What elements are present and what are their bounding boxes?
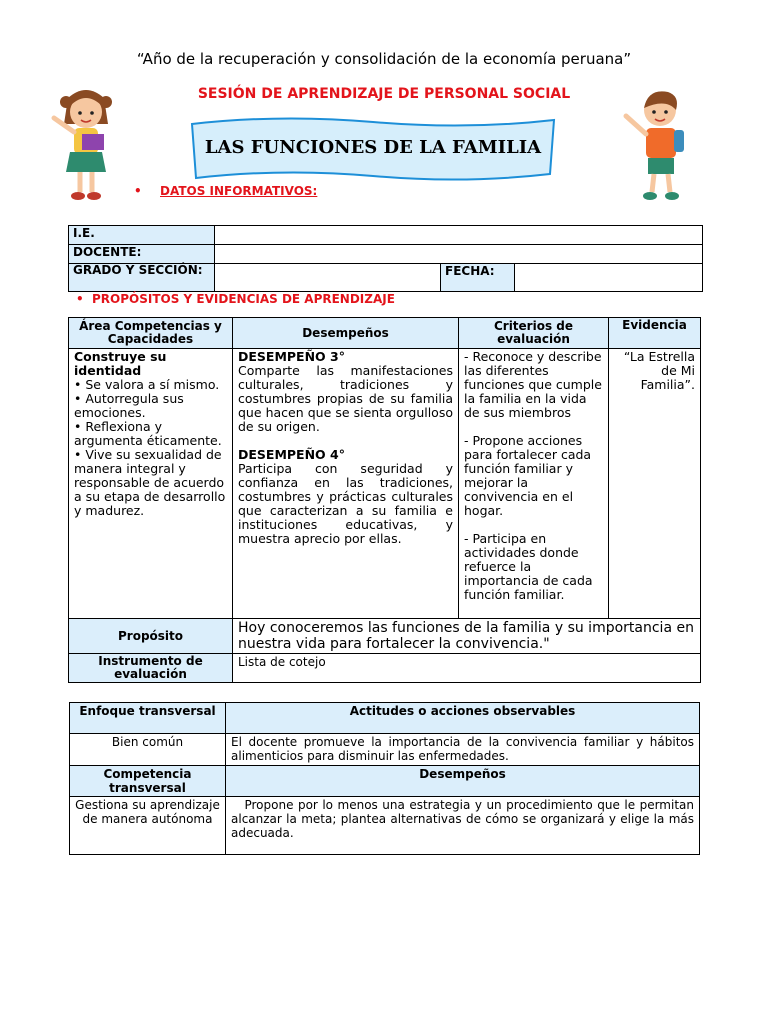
ie-value[interactable] bbox=[215, 226, 703, 245]
boy-illustration bbox=[618, 84, 694, 204]
desempeno3-text: Comparte las manifestaciones culturales, tradiciones y costumbres propias de su familia que hacen que se sienta orgulloso de su origen. bbox=[238, 363, 453, 434]
year-line: “Año de la recuperación y consolidación de la economía peruana” bbox=[136, 50, 632, 68]
proposito-label: Propósito bbox=[69, 619, 233, 654]
criterios-cell bbox=[459, 349, 609, 619]
capacidad-item: • Vive su sexualidad de manera integral y responsable de acuerdo a su etapa de desarrollo y madurez. bbox=[74, 447, 226, 518]
section-title: DATOS INFORMATIVOS: bbox=[160, 184, 318, 198]
enfoque-header: Enfoque transversal bbox=[70, 703, 226, 734]
capacidad-item: • Reflexiona y argumenta éticamente. bbox=[74, 419, 222, 448]
competencies-table bbox=[68, 317, 701, 683]
fecha-value[interactable] bbox=[515, 264, 703, 292]
desempeno3-title: DESEMPEÑO 3° bbox=[238, 349, 345, 364]
instrumento-text: Lista de cotejo bbox=[233, 654, 701, 683]
section-propositos bbox=[76, 292, 395, 306]
enfoque-value: Bien común bbox=[70, 734, 226, 766]
capacidad-item: • Se valora a sí mismo. bbox=[74, 377, 220, 392]
docente-label: DOCENTE: bbox=[69, 245, 215, 264]
desempenos-header: Desempeños bbox=[226, 766, 700, 797]
info-table bbox=[68, 225, 703, 292]
section-title: PROPÓSITOS Y EVIDENCIAS DE APRENDIZAJE bbox=[92, 292, 395, 306]
proposito-text: Hoy conoceremos las funciones de la familia y su importancia en nuestra vida para fortalecer la convivencia." bbox=[233, 619, 701, 654]
desempenos-cell bbox=[233, 349, 459, 619]
bullet-dot: • bbox=[134, 184, 142, 198]
fecha-label: FECHA: bbox=[441, 264, 515, 292]
header-criterios: Criterios de evaluación bbox=[459, 318, 609, 349]
competencia-title: Construye su identidad bbox=[74, 349, 167, 378]
desempenos-value: Propone por lo menos una estrategia y un procedimiento que le permitan alcanzar la meta; plantea alternativas de cómo se organizará y elige la más adecuada. bbox=[226, 797, 700, 855]
banner-title: LAS FUNCIONES DE LA FAMILIA bbox=[204, 137, 542, 158]
session-title: SESIÓN DE APRENDIZAJE DE PERSONAL SOCIAL bbox=[197, 86, 571, 102]
header-desempenos: Desempeños bbox=[233, 318, 459, 349]
grado-value[interactable] bbox=[215, 264, 441, 292]
bullet-dot: • bbox=[76, 292, 84, 306]
evidencia-cell bbox=[609, 349, 701, 619]
grado-label: GRADO Y SECCIÓN: bbox=[69, 264, 215, 292]
desempeno4-text: Participa con seguridad y confianza en las tradiciones, costumbres y prácticas culturales que caracterizan a su familia e instituciones educativas, y muestra aprecio por ellas. bbox=[238, 461, 453, 546]
header-evidencia: Evidencia bbox=[609, 318, 701, 349]
actitudes-value: El docente promueve la importancia de la convivencia familiar y hábitos alimenticios para disminuir las enfermedades. bbox=[226, 734, 700, 766]
transversal-table bbox=[69, 702, 700, 855]
header-area: Área Competencias y Capacidades bbox=[69, 318, 233, 349]
actitudes-header: Actitudes o acciones observables bbox=[226, 703, 700, 734]
capacidad-item: • Autorregula sus emociones. bbox=[74, 391, 184, 420]
girl-illustration bbox=[46, 84, 126, 204]
criterio-item: - Participa en actividades donde refuerce la importancia de cada función familiar. bbox=[464, 531, 593, 602]
competencia-header: Competencia transversal bbox=[70, 766, 226, 797]
ie-label: I.E. bbox=[69, 226, 215, 245]
criterio-item: - Reconoce y describe las diferentes funciones que cumple la familia en la vida de sus miembros bbox=[464, 349, 602, 420]
docente-value[interactable] bbox=[215, 245, 703, 264]
section-datos-informativos bbox=[134, 184, 317, 198]
competencia-cell bbox=[69, 349, 233, 619]
criterio-item: - Propone acciones para fortalecer cada función familiar y mejorar la convivencia en el hogar. bbox=[464, 433, 592, 518]
competencia-value: Gestiona su aprendizaje de manera autónoma bbox=[70, 797, 226, 855]
desempeno4-title: DESEMPEÑO 4° bbox=[238, 447, 345, 462]
evidencia-text: “La Estrella de Mi Familia”. bbox=[623, 349, 695, 392]
instrumento-label: Instrumento de evaluación bbox=[69, 654, 233, 683]
